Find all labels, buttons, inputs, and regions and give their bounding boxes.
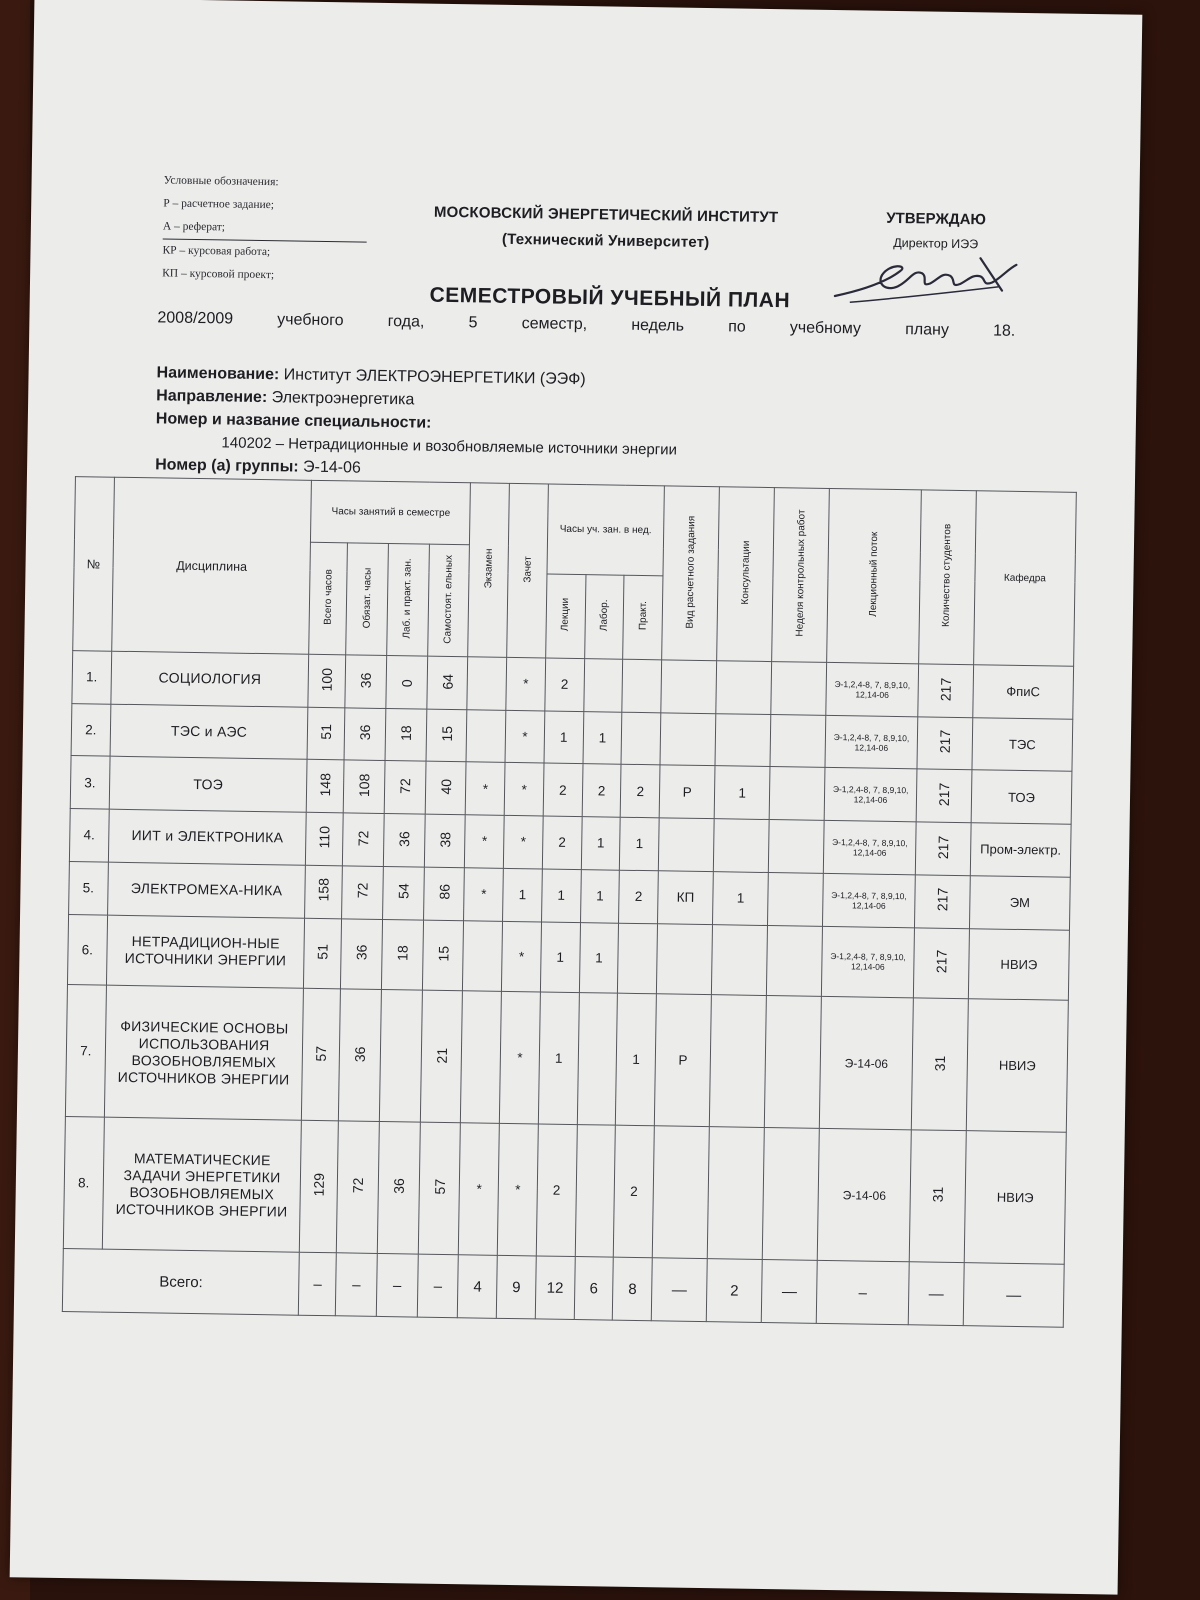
institute-header — [371, 199, 842, 258]
year-word: недель — [631, 316, 685, 335]
cell-students — [909, 1130, 966, 1263]
header-credit: Зачет — [507, 483, 548, 658]
cell-stream: Э-14-06 — [817, 1129, 911, 1262]
cell-cons — [715, 713, 771, 767]
table-row — [65, 985, 1068, 1132]
cell-students — [914, 875, 970, 929]
cell-lab_w: 1 — [579, 922, 619, 994]
cell-lec: 1 — [544, 711, 584, 764]
legend-item: КР – курсовая работа; — [162, 244, 271, 259]
cell-classroom — [342, 866, 384, 919]
cell-lab-value: 18 — [397, 725, 414, 742]
cell-exam — [467, 709, 507, 762]
cell-credit: * — [504, 815, 544, 868]
cell-discipline: ЭЛЕКТРОМЕХА-НИКА — [107, 862, 306, 918]
header-lectures: Лекции — [546, 574, 586, 659]
total-students: — — [908, 1262, 964, 1326]
cell-calc — [661, 660, 717, 714]
cell-discipline: ТЭС и АЭС — [110, 704, 309, 760]
cell-calc — [652, 1126, 709, 1259]
cell-classroom — [345, 655, 387, 708]
header-total-hours: Всего часов — [309, 542, 347, 655]
cell-lec: 2 — [542, 816, 582, 869]
cell-lab — [383, 814, 425, 867]
cell-ctrl — [768, 872, 824, 926]
cell-dept: ТЭС — [972, 717, 1073, 771]
cell-students — [916, 769, 972, 823]
cell-ctrl — [762, 1128, 819, 1261]
cell-stream: Э-1,2,4-8, 7, 8,9,10, 12,14-06 — [823, 873, 916, 927]
cell-num: 6. — [67, 914, 107, 986]
header-labs: Лабор. — [584, 575, 624, 660]
cell-lab — [377, 1122, 420, 1254]
total-classroom: – — [335, 1253, 377, 1317]
cell-credit: * — [505, 710, 545, 763]
cell-calc: Р — [654, 994, 711, 1127]
cell-cons — [709, 995, 766, 1128]
cell-total — [302, 989, 341, 1121]
cell-stream: Э-1,2,4-8, 7, 8,9,10, 12,14-06 — [823, 821, 916, 875]
totals-label: Всего: — [62, 1249, 299, 1316]
cell-lec: 1 — [541, 869, 581, 922]
cell-total — [305, 865, 343, 918]
document-page — [10, 0, 1143, 1595]
cell-exam: * — [466, 762, 506, 815]
info-name: Наименование: Институт ЭЛЕКТРОЭНЕРГЕТИКИ (ЭЭФ) — [156, 364, 586, 389]
cell-students — [915, 822, 971, 876]
total-credit: 9 — [496, 1255, 536, 1319]
cell-ctrl — [767, 925, 823, 997]
cell-lab-value: 54 — [395, 883, 412, 900]
cell-dept: ТОЭ — [971, 770, 1072, 824]
header-department: Кафедра — [974, 491, 1077, 667]
cell-lab — [379, 990, 422, 1122]
cell-indep-value: 40 — [437, 778, 454, 795]
cell-prac — [622, 659, 662, 712]
year-word: учебному — [789, 319, 862, 338]
cell-total-value: 51 — [318, 724, 335, 741]
cell-credit: 1 — [503, 868, 543, 921]
year-line — [157, 309, 1015, 340]
cell-students-value: 217 — [933, 949, 950, 974]
cell-cons — [713, 819, 769, 873]
cell-cons — [707, 1127, 764, 1260]
cell-lab-value: 18 — [394, 945, 411, 962]
cell-dept: ФпиС — [973, 665, 1074, 719]
cell-dept: НВИЭ — [968, 928, 1069, 1001]
institute-subtitle: (Технический Университет) — [501, 230, 710, 252]
header-calc-task: Вид расчетного задания — [662, 486, 720, 661]
cell-prac: 2 — [621, 765, 661, 818]
cell-classroom-value: 72 — [349, 1177, 366, 1194]
cell-ctrl — [764, 996, 821, 1129]
cell-ctrl — [768, 820, 824, 874]
cell-indep-value: 21 — [433, 1047, 450, 1064]
cell-num: 2. — [71, 703, 111, 756]
cell-indep-value: 64 — [439, 673, 456, 690]
total-dept: — — [963, 1263, 1064, 1328]
cell-stream: Э-1,2,4-8, 7, 8,9,10, 12,14-06 — [822, 926, 915, 998]
cell-lec: 1 — [540, 921, 580, 993]
table-row — [63, 1117, 1066, 1264]
cell-students-value: 217 — [935, 782, 953, 807]
cell-indep-value: 86 — [435, 884, 453, 901]
header-lab-practice: Лаб. и практ. зан. — [387, 544, 430, 657]
cell-num: 7. — [65, 985, 106, 1117]
cell-indep — [426, 709, 468, 762]
cell-indep — [418, 1122, 461, 1254]
institute-name: МОСКОВСКИЙ ЭНЕРГЕТИЧЕСКИЙ ИНСТИТУТ — [433, 203, 779, 227]
cell-cons — [711, 924, 767, 996]
cell-classroom-value: 36 — [353, 944, 370, 961]
cell-indep — [425, 762, 467, 815]
year-word: 5 — [468, 314, 478, 332]
cell-lab-value: 36 — [395, 830, 413, 847]
info-group: Номер (а) группы: Э-14-06 — [155, 456, 361, 477]
cell-students — [918, 664, 974, 718]
cell-lab — [384, 761, 426, 814]
cell-stream: Э-1,2,4-8, 7, 8,9,10, 12,14-06 — [826, 662, 919, 716]
cell-lab_w — [577, 993, 618, 1125]
cell-credit: * — [506, 657, 546, 710]
header-discipline: Дисциплина — [111, 477, 311, 654]
cell-total — [308, 654, 346, 707]
header-students: Количество студентов — [919, 490, 977, 665]
cell-lab_w: 1 — [580, 869, 620, 922]
cell-exam: * — [459, 1123, 500, 1255]
year-word: 18. — [992, 322, 1016, 340]
cell-lab — [385, 708, 427, 761]
total-lab: – — [376, 1253, 418, 1317]
cell-total-value: 51 — [314, 944, 331, 960]
approval-title: УТВЕРЖДАЮ — [886, 209, 987, 229]
cell-students-value: 31 — [931, 1055, 948, 1072]
header-exam: Экзамен — [468, 483, 509, 658]
cell-dept: НВИЭ — [966, 999, 1068, 1132]
total-stream: – — [816, 1260, 909, 1324]
header-num: № — [73, 477, 114, 652]
cell-lab — [382, 866, 424, 919]
cell-prac: 1 — [616, 994, 657, 1126]
cell-prac: 2 — [619, 870, 659, 923]
cell-stream: Э-1,2,4-8, 7, 8,9,10, 12,14-06 — [825, 715, 918, 769]
cell-indep-value: 15 — [434, 946, 452, 962]
cell-cons: 1 — [714, 766, 770, 820]
cell-num: 1. — [72, 651, 112, 704]
cell-classroom-value: 36 — [357, 672, 374, 688]
total-prac: 8 — [613, 1257, 653, 1321]
cell-classroom — [343, 760, 385, 813]
cell-lab — [386, 656, 428, 709]
cell-cons: 1 — [713, 871, 769, 925]
cell-total-value: 148 — [317, 773, 334, 797]
cell-classroom-value: 36 — [351, 1046, 369, 1062]
cell-classroom-value: 72 — [355, 830, 372, 847]
cell-exam — [461, 991, 502, 1123]
year-word: плану — [905, 321, 950, 339]
cell-ctrl — [771, 662, 827, 716]
cell-classroom — [341, 918, 383, 990]
cell-students — [917, 717, 973, 771]
cell-num: 3. — [70, 756, 110, 809]
info-specialty-label: Номер и название специальности: — [155, 410, 432, 432]
cell-credit: * — [497, 1124, 538, 1256]
cell-lab_w: 1 — [581, 817, 621, 870]
cell-discipline: ФИЗИЧЕСКИЕ ОСНОВЫ ИСПОЛЬЗОВАНИЯ ВОЗОБНОВЛЯЕМЫХ ИСТОЧНИКОВ ЭНЕРГИИ — [104, 986, 304, 1121]
cell-prac: 1 — [620, 817, 660, 870]
cell-total-value: 57 — [313, 1045, 330, 1062]
cell-indep — [423, 867, 465, 920]
legend-item: А – реферат; — [163, 215, 367, 242]
cell-calc — [656, 923, 712, 995]
cell-lab_w — [575, 1125, 616, 1257]
year-word: семестр, — [521, 315, 588, 334]
total-indep: – — [417, 1254, 459, 1318]
cell-lec: 2 — [536, 1124, 577, 1256]
cell-discipline: МАТЕМАТИЧЕСКИЕ ЗАДАЧИ ЭНЕРГЕТИКИ ВОЗОБНОВЛЯЕМЫХ ИСТОЧНИКОВ ЭНЕРГИИ — [102, 1117, 302, 1252]
cell-students-value: 31 — [929, 1186, 946, 1203]
cell-lab_w: 1 — [583, 711, 623, 764]
cell-students-value: 217 — [934, 835, 952, 860]
year-word: года, — [387, 312, 425, 331]
cell-students-value: 217 — [934, 888, 951, 912]
cell-stream: Э-14-06 — [819, 997, 913, 1130]
cell-prac — [618, 923, 658, 995]
cell-calc: КП — [658, 871, 714, 925]
cell-students — [911, 998, 968, 1131]
cell-lab_w: 2 — [582, 764, 622, 817]
cell-discipline: СОЦИОЛОГИЯ — [111, 651, 310, 707]
cell-lec: 1 — [538, 992, 579, 1124]
cell-calc: Р — [659, 765, 715, 819]
cell-discipline: ИИТ и ЭЛЕКТРОНИКА — [108, 809, 307, 865]
cell-students-value: 217 — [937, 677, 954, 701]
cell-classroom — [344, 708, 386, 761]
total-cons: 2 — [706, 1259, 762, 1323]
header-consultations: Консультации — [717, 487, 775, 662]
total-lec: 12 — [535, 1256, 575, 1320]
header-control-week: Неделя контрольных работ — [772, 488, 830, 663]
cell-ctrl — [769, 767, 825, 821]
cell-cons — [716, 661, 772, 715]
cell-prac — [621, 712, 661, 765]
cell-classroom-value: 108 — [355, 773, 373, 798]
year-word: учебного — [277, 311, 344, 330]
cell-num: 4. — [69, 809, 109, 862]
cell-classroom-value: 36 — [356, 724, 374, 741]
cell-indep-value: 57 — [431, 1179, 448, 1195]
cell-calc — [658, 818, 714, 872]
cell-calc — [660, 713, 716, 767]
total-total: – — [299, 1252, 337, 1316]
cell-students — [913, 927, 969, 999]
cell-total — [300, 1120, 339, 1252]
cell-exam — [467, 657, 507, 710]
total-lab_w: 6 — [574, 1257, 614, 1321]
cell-total — [307, 707, 345, 760]
cell-classroom — [343, 813, 385, 866]
cell-total-value: 100 — [318, 667, 336, 692]
cell-classroom — [339, 989, 382, 1121]
cell-num: 5. — [69, 861, 109, 914]
legend-item: Р – расчетное задание; — [163, 197, 275, 212]
cell-total — [307, 760, 345, 813]
cell-credit: * — [504, 763, 544, 816]
header-weekly-hours: Часы уч. зан. в нед. — [547, 484, 665, 576]
info-block — [155, 361, 1017, 489]
year-word: 2008/2009 — [157, 309, 234, 328]
cell-exam — [463, 920, 503, 992]
cell-dept: ЭМ — [969, 876, 1070, 930]
cell-classroom-value: 72 — [354, 882, 371, 899]
legend — [162, 169, 368, 288]
cell-indep — [427, 656, 469, 709]
cell-indep-value: 15 — [438, 726, 455, 742]
header-lecture-stream: Лекционный поток — [827, 488, 921, 663]
cell-ctrl — [770, 714, 826, 768]
cell-lab — [381, 919, 423, 991]
cell-indep — [424, 814, 466, 867]
year-word: по — [728, 318, 746, 336]
cell-total — [306, 812, 344, 865]
cell-credit: * — [500, 992, 541, 1124]
legend-item: КП – курсовой проект; — [162, 267, 275, 282]
cell-total-value: 129 — [310, 1173, 328, 1197]
cell-lec: 2 — [543, 763, 583, 816]
info-specialty-value: 140202 – Нетрадиционные и возобновляемые источники энергии — [221, 434, 678, 459]
plan-table — [62, 476, 1077, 1328]
cell-indep — [422, 920, 464, 992]
cell-exam: * — [464, 868, 504, 921]
cell-prac: 2 — [614, 1125, 655, 1257]
cell-dept: НВИЭ — [964, 1131, 1066, 1264]
total-calc: — — [651, 1258, 707, 1322]
legend-title: Условные обозначения: — [163, 174, 279, 189]
header-independent: Самостоят. ельных — [427, 544, 470, 657]
cell-discipline: ТОЭ — [109, 757, 308, 813]
cell-credit: * — [502, 921, 542, 993]
header-hours-semester: Часы занятий в семестре — [311, 480, 471, 544]
cell-indep — [420, 991, 463, 1123]
cell-lab_w — [583, 659, 623, 712]
cell-stream: Э-1,2,4-8, 7, 8,9,10, 12,14-06 — [824, 768, 917, 822]
info-direction: Направление: Электроэнергетика — [156, 387, 415, 409]
total-ctrl: — — [761, 1260, 817, 1324]
header-practice: Практ. — [623, 575, 663, 660]
cell-exam: * — [465, 815, 505, 868]
approval-role: Директор ИЭЭ — [893, 235, 979, 252]
document-title: СЕМЕСТРОВЫЙ УЧЕБНЫЙ ПЛАН — [429, 283, 791, 313]
cell-total — [304, 918, 342, 990]
cell-lab-value: 36 — [390, 1178, 407, 1195]
cell-dept: Пром-электр. — [970, 823, 1071, 877]
cell-indep-value: 38 — [436, 831, 454, 848]
cell-num: 8. — [63, 1117, 104, 1249]
cell-total-value: 158 — [315, 878, 332, 903]
header-classroom: Обязат. часы — [346, 543, 389, 656]
cell-lab-value: 72 — [396, 778, 414, 794]
cell-lec: 2 — [545, 658, 585, 711]
total-exam: 4 — [458, 1255, 498, 1319]
cell-lab-value: 0 — [398, 678, 415, 687]
cell-total-value: 110 — [316, 826, 333, 849]
cell-classroom — [336, 1121, 379, 1253]
cell-students-value: 217 — [936, 730, 954, 754]
cell-discipline: НЕТРАДИЦИОН-НЫЕ ИСТОЧНИКИ ЭНЕРГИИ — [106, 915, 305, 989]
